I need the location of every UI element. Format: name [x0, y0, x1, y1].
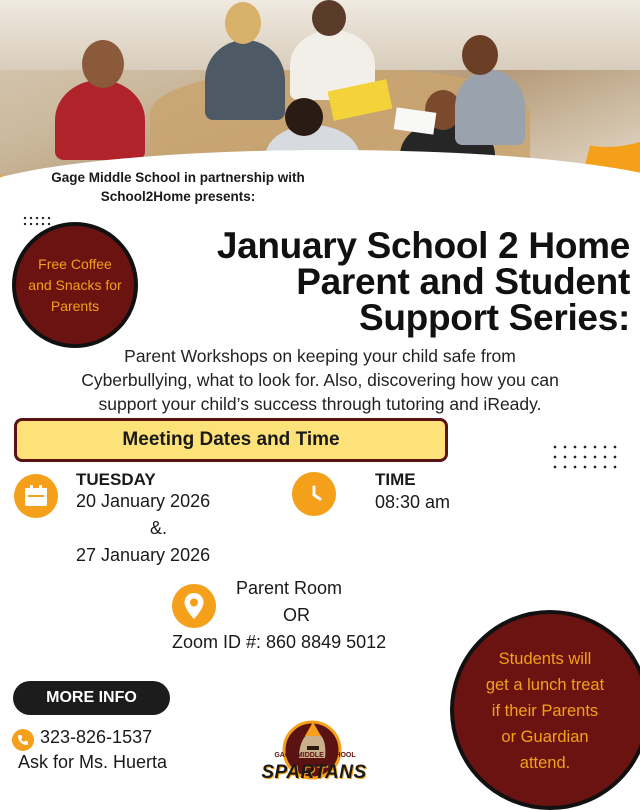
title-line-2: Parent and Student: [296, 261, 630, 302]
clock-icon: [292, 472, 336, 516]
location-pin-icon: [172, 584, 216, 628]
person-2: [205, 40, 285, 120]
meeting-time-value: 08:30 am: [375, 492, 451, 512]
meeting-date-1: 20 January 2026: [76, 491, 211, 511]
meeting-date-separator: &.: [150, 518, 168, 538]
person-2-head: [225, 2, 261, 44]
location-or: OR: [283, 605, 310, 625]
logo-school-name: GAGE MIDDLE SCHOOL: [274, 752, 356, 759]
person-6-head: [462, 35, 498, 75]
free-coffee-badge: [12, 222, 138, 348]
description-line-1: Parent Workshops on keeping your child safe from: [124, 346, 516, 366]
meeting-date-2: 27 January 2026: [76, 545, 211, 565]
calendar-icon: [14, 474, 58, 518]
meeting-day-label: TUESDAY: [76, 470, 156, 489]
meeting-dates-banner: [14, 418, 448, 462]
students-line-1: Students will: [498, 650, 592, 668]
description-line-3: support your child’s success through tutoring and iReady.: [98, 394, 542, 414]
zoom-id: Zoom ID #: 860 8849 5012: [172, 632, 387, 652]
presents-line-2: School2Home presents:: [100, 189, 256, 204]
person-3-head: [312, 0, 346, 36]
badge-line-2: and Snacks for: [28, 276, 122, 293]
description-line-2: Cyberbullying, what to look for. Also, discovering how you can: [81, 370, 559, 390]
dot-grid-decoration-small: [22, 215, 52, 227]
page-title: [140, 225, 630, 338]
contact-phone: 323-826-1537: [40, 727, 153, 747]
dot-grid-decoration-right: [550, 442, 620, 472]
logo-spartans-text: SPARTANS: [261, 762, 367, 783]
badge-line-1: Free Coffee: [38, 255, 112, 272]
meeting-time-label: TIME: [375, 470, 416, 489]
location-room: Parent Room: [236, 578, 343, 598]
presents-text: [18, 168, 338, 206]
more-info-label: MORE INFO: [46, 689, 137, 706]
title-line-3: Support Series:: [359, 297, 630, 338]
students-line-3: if their Parents: [491, 702, 599, 720]
presents-line-1: Gage Middle School in partnership with: [51, 170, 305, 185]
students-line-5: attend.: [519, 754, 571, 772]
students-lunch-text: [460, 646, 630, 776]
workshop-description: [10, 344, 630, 416]
students-line-4: or Guardian: [501, 728, 589, 746]
students-line-2: get a lunch treat: [485, 676, 605, 694]
phone-icon: [12, 729, 34, 751]
more-info-pill: [13, 681, 170, 715]
contact-person: Ask for Ms. Huerta: [18, 752, 168, 772]
title-line-1: January School 2 Home: [216, 225, 630, 266]
badge-line-3: Parents: [50, 297, 100, 314]
meeting-heading: Meeting Dates and Time: [122, 429, 340, 450]
